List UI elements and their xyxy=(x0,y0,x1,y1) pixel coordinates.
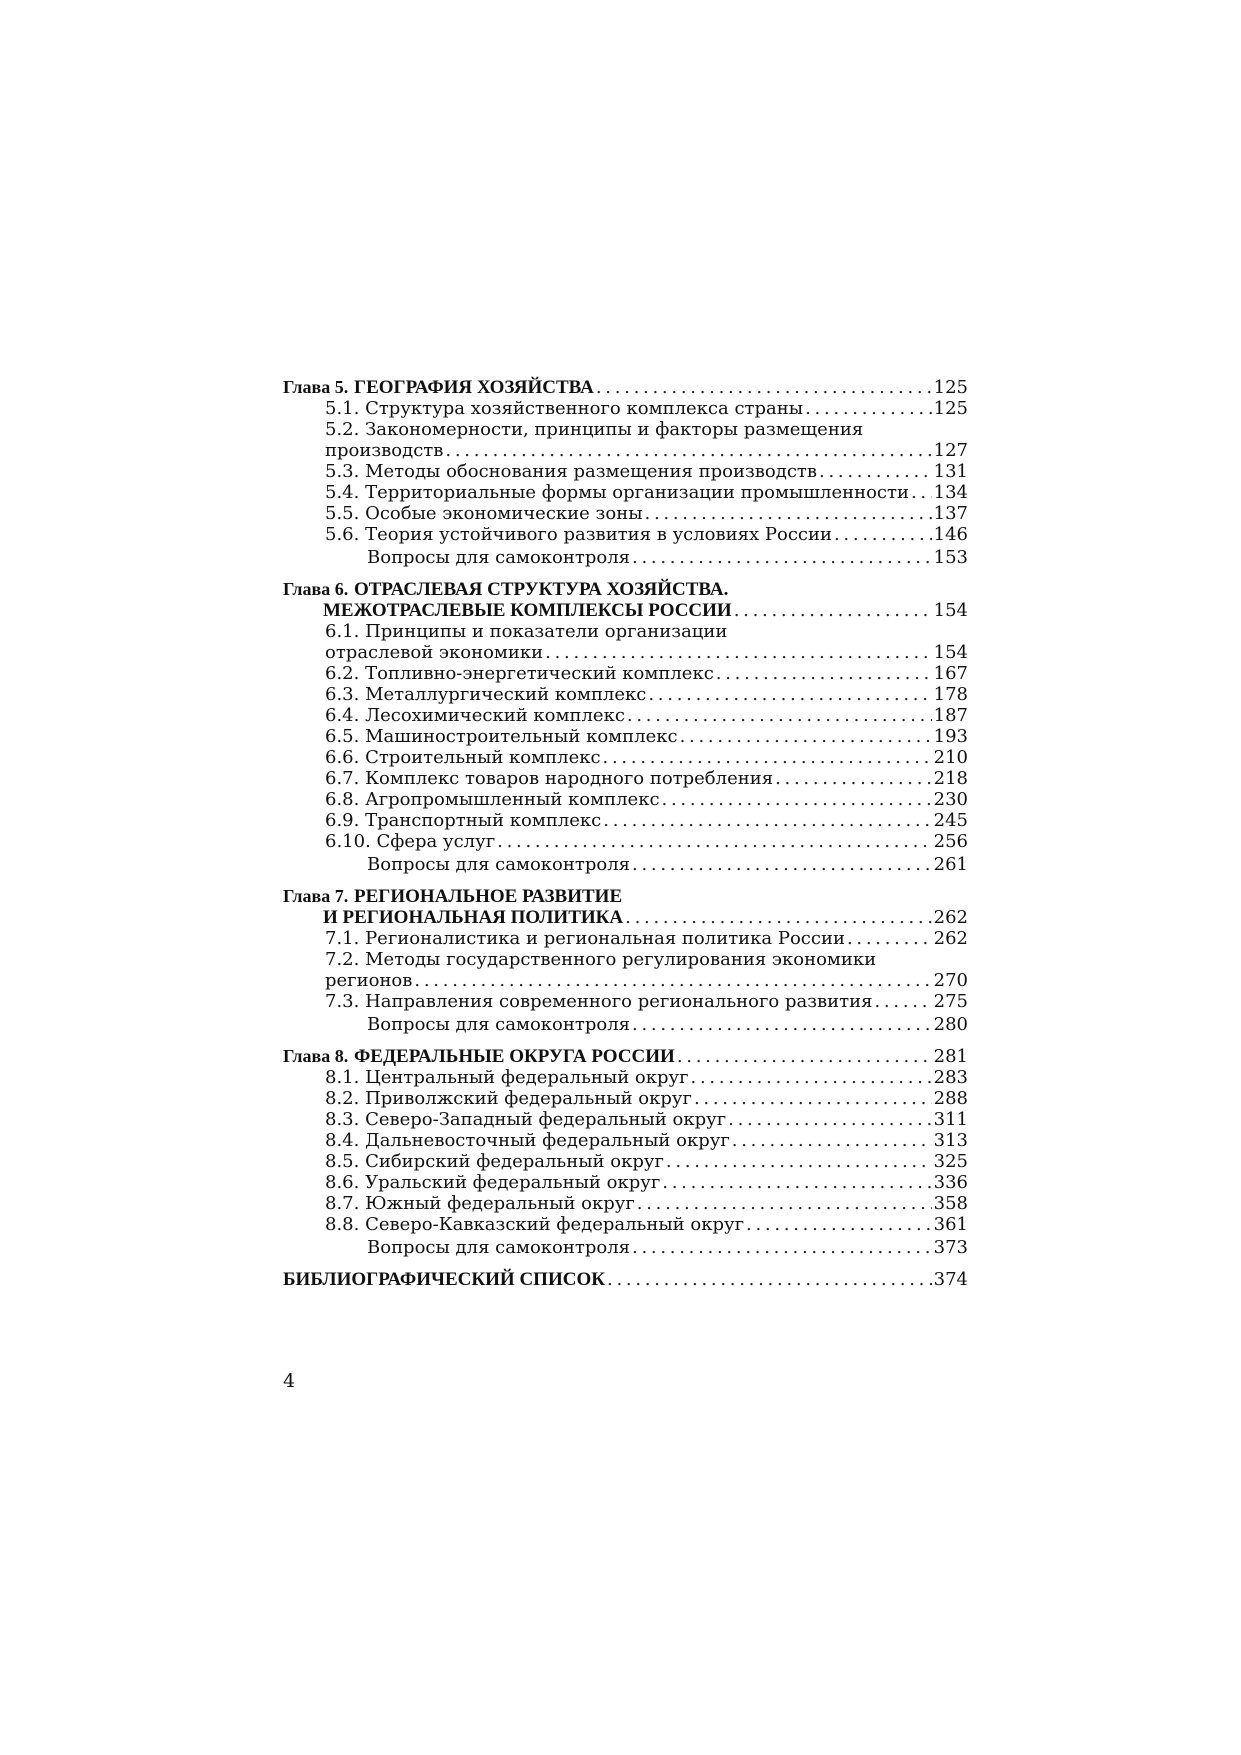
section-entry xyxy=(283,831,968,852)
section-entry xyxy=(283,1151,968,1172)
questions-entry-text xyxy=(367,1014,630,1035)
section-entry xyxy=(283,1109,968,1130)
questions-label: Вопросы для самоконтроля xyxy=(367,1014,630,1035)
chapter-heading-text xyxy=(323,600,732,621)
section-title: 5.6. Теория устойчивого развития в условиях России xyxy=(325,524,832,545)
section-entry xyxy=(283,642,968,663)
chapter-heading xyxy=(283,600,968,621)
chapter-prefix: Глава 6. xyxy=(283,579,349,599)
section-entry-text xyxy=(325,503,643,524)
chapter-title: И РЕГИОНАЛЬНАЯ ПОЛИТИКА xyxy=(323,907,624,928)
page-ref: 275 xyxy=(933,991,968,1012)
section-entry xyxy=(283,810,968,831)
dot-leader xyxy=(734,600,932,621)
dot-leader xyxy=(847,928,932,949)
section-entry-text xyxy=(325,663,714,684)
section-entry xyxy=(283,621,968,642)
dot-leader xyxy=(632,1237,932,1258)
section-entry-text xyxy=(325,1109,726,1130)
dot-leader xyxy=(627,705,932,726)
chapter-title: ФЕДЕРАЛЬНЫЕ ОКРУГА РОССИИ xyxy=(353,1046,675,1067)
section-title: 8.8. Северо-Кавказский федеральный округ xyxy=(325,1214,745,1235)
section-title: 6.8. Агропромышленный комплекс xyxy=(325,789,660,810)
section-entry xyxy=(283,461,968,482)
page-ref: 313 xyxy=(933,1130,968,1151)
dot-leader xyxy=(691,1067,932,1088)
chapter-prefix: Глава 8. xyxy=(283,1046,349,1066)
chapter-title: ОТРАСЛЕВАЯ СТРУКТУРА ХОЗЯЙСТВА. xyxy=(353,579,729,600)
questions-entry xyxy=(283,854,968,875)
dot-leader xyxy=(834,524,932,545)
section-entry xyxy=(283,747,968,768)
page-ref: 131 xyxy=(933,461,968,482)
section-entry-text xyxy=(325,1151,664,1172)
page-number: 4 xyxy=(283,1370,296,1392)
chapter-title: ГЕОГРАФИЯ ХОЗЯЙСТВА xyxy=(353,377,594,398)
dot-leader xyxy=(805,398,932,419)
dot-leader xyxy=(603,810,931,831)
section-entry xyxy=(283,524,968,545)
chapter-heading-text xyxy=(323,907,623,928)
section-entry xyxy=(283,1193,968,1214)
section-entry xyxy=(283,1214,968,1235)
dot-leader xyxy=(632,854,932,875)
section-entry-text xyxy=(325,419,863,440)
section-entry xyxy=(283,440,968,461)
section-title: 8.6. Уральский федеральный округ xyxy=(325,1172,661,1193)
section-title: 5.5. Особые экономические зоны xyxy=(325,503,643,524)
page-ref: 374 xyxy=(933,1269,968,1290)
page-ref: 210 xyxy=(933,747,968,768)
section-entry-text xyxy=(325,747,601,768)
section-entry xyxy=(283,482,968,503)
section-title: производств xyxy=(325,440,444,461)
dot-leader xyxy=(694,1088,932,1109)
chapter-prefix: Глава 7. xyxy=(283,886,349,906)
questions-label: Вопросы для самоконтроля xyxy=(367,1237,630,1258)
section-title: 8.2. Приволжский федеральный округ xyxy=(325,1088,692,1109)
section-title: отраслевой экономики xyxy=(325,642,544,663)
page-ref: 358 xyxy=(933,1193,968,1214)
section-title: 8.7. Южный федеральный округ xyxy=(325,1193,635,1214)
dot-leader xyxy=(732,1130,932,1151)
dot-leader xyxy=(445,440,931,461)
chapter-block xyxy=(283,886,968,1035)
section-entry-text xyxy=(325,970,412,991)
page-ref: 245 xyxy=(933,810,968,831)
page-ref: 261 xyxy=(933,854,968,875)
section-entry-text xyxy=(325,949,876,970)
page-ref: 336 xyxy=(933,1172,968,1193)
page-ref: 262 xyxy=(933,928,968,949)
bibliography-entry-text xyxy=(283,1269,605,1290)
dot-leader xyxy=(716,663,932,684)
dot-leader xyxy=(648,684,931,705)
section-entry-text xyxy=(325,1067,689,1088)
section-title: 6.4. Лесохимический комплекс xyxy=(325,705,625,726)
dot-leader xyxy=(637,1193,932,1214)
dot-leader xyxy=(662,789,932,810)
section-entry xyxy=(283,768,968,789)
section-entry-text xyxy=(325,398,803,419)
dot-leader xyxy=(775,768,932,789)
dot-leader xyxy=(728,1109,931,1130)
dot-leader xyxy=(596,377,932,398)
page-ref: 137 xyxy=(933,503,968,524)
questions-entry-text xyxy=(367,1237,630,1258)
page-ref: 125 xyxy=(933,398,968,419)
section-entry xyxy=(283,1088,968,1109)
section-title: 5.2. Закономерности, принципы и факторы размещения xyxy=(325,419,864,440)
dot-leader xyxy=(819,461,932,482)
section-title: 7.2. Методы государственного регулирования экономики xyxy=(325,949,877,970)
section-title: 6.6. Строительный комплекс xyxy=(325,747,601,768)
section-entry xyxy=(283,949,968,970)
page-ref: 256 xyxy=(933,831,968,852)
section-entry-text xyxy=(325,642,543,663)
section-entry xyxy=(283,1130,968,1151)
dot-leader xyxy=(632,1014,932,1035)
chapter-heading xyxy=(283,1046,968,1067)
section-entry xyxy=(283,1172,968,1193)
section-entry-text xyxy=(325,621,727,642)
dot-leader xyxy=(874,991,931,1012)
section-title: 7.1. Регионалистика и региональная политика России xyxy=(325,928,845,949)
page-ref: 283 xyxy=(933,1067,968,1088)
section-entry-text xyxy=(325,461,817,482)
section-entry xyxy=(283,1067,968,1088)
page-ref: 230 xyxy=(933,789,968,810)
page-ref: 127 xyxy=(933,440,968,461)
bibliography-entry xyxy=(283,1269,968,1290)
chapter-heading-text xyxy=(283,886,622,907)
page-ref: 311 xyxy=(933,1109,968,1130)
chapter-heading-text xyxy=(283,1046,675,1067)
section-entry-text xyxy=(325,1172,660,1193)
page-ref: 178 xyxy=(933,684,968,705)
page-ref: 153 xyxy=(933,547,968,568)
questions-entry xyxy=(283,1237,968,1258)
section-entry xyxy=(283,928,968,949)
page-ref: 125 xyxy=(933,377,968,398)
chapter-title: МЕЖОТРАСЛЕВЫЕ КОМПЛЕКСЫ РОССИИ xyxy=(323,600,732,621)
section-entry-text xyxy=(325,789,660,810)
section-title: 8.3. Северо-Западный федеральный округ xyxy=(325,1109,727,1130)
dot-leader xyxy=(645,503,932,524)
chapter-heading-text xyxy=(283,579,728,600)
questions-entry xyxy=(283,1014,968,1035)
section-entry-text xyxy=(325,991,872,1012)
dot-leader xyxy=(677,1046,932,1067)
section-entry-text xyxy=(325,1193,635,1214)
questions-entry-text xyxy=(367,547,630,568)
section-entry-text xyxy=(325,928,845,949)
section-entry-text xyxy=(325,768,773,789)
page-ref: 280 xyxy=(933,1014,968,1035)
section-title: 8.1. Центральный федеральный округ xyxy=(325,1067,689,1088)
page-ref: 270 xyxy=(933,970,968,991)
section-entry xyxy=(283,705,968,726)
section-entry-text xyxy=(325,684,646,705)
dot-leader xyxy=(497,831,932,852)
section-entry xyxy=(283,398,968,419)
section-entry-text xyxy=(325,1214,744,1235)
page-ref: 193 xyxy=(933,726,968,747)
section-title: 6.2. Топливно-энергетический комплекс xyxy=(325,663,714,684)
chapter-block xyxy=(283,377,968,568)
chapter-heading xyxy=(283,907,968,928)
section-title: 6.9. Транспортный комплекс xyxy=(325,810,602,831)
page-ref: 262 xyxy=(933,907,968,928)
chapter-block xyxy=(283,1046,968,1258)
dot-leader xyxy=(545,642,931,663)
section-title: 7.3. Направления современного регионального развития xyxy=(325,991,873,1012)
page-ref: 325 xyxy=(933,1151,968,1172)
page-ref: 187 xyxy=(933,705,968,726)
chapter-heading xyxy=(283,377,968,398)
chapter-heading xyxy=(283,886,968,907)
section-entry xyxy=(283,726,968,747)
questions-label: Вопросы для самоконтроля xyxy=(367,854,630,875)
dot-leader xyxy=(746,1214,932,1235)
section-entry-text xyxy=(325,440,443,461)
section-title: 5.3. Методы обоснования размещения производств xyxy=(325,461,818,482)
chapter-heading xyxy=(283,579,968,600)
dot-leader xyxy=(625,907,932,928)
page-ref: 218 xyxy=(933,768,968,789)
section-entry-text xyxy=(325,1088,692,1109)
section-entry-text xyxy=(325,482,909,503)
dot-leader xyxy=(911,482,932,503)
dot-leader xyxy=(662,1172,931,1193)
section-title: 8.4. Дальневосточный федеральный округ xyxy=(325,1130,730,1151)
chapter-block xyxy=(283,579,968,875)
section-entry xyxy=(283,503,968,524)
page-ref: 361 xyxy=(933,1214,968,1235)
dot-leader xyxy=(666,1151,932,1172)
page-ref: 146 xyxy=(933,524,968,545)
section-entry-text xyxy=(325,831,495,852)
section-entry xyxy=(283,419,968,440)
chapter-title: РЕГИОНАЛЬНОЕ РАЗВИТИЕ xyxy=(353,886,623,907)
section-title: 6.5. Машиностроительный комплекс xyxy=(325,726,678,747)
section-entry-text xyxy=(325,705,625,726)
page-ref: 373 xyxy=(933,1237,968,1258)
dot-leader xyxy=(603,747,932,768)
section-entry-text xyxy=(325,810,601,831)
section-title: 5.1. Структура хозяйственного комплекса страны xyxy=(325,398,804,419)
questions-entry xyxy=(283,547,968,568)
section-entry xyxy=(283,684,968,705)
dot-leader xyxy=(607,1269,932,1290)
section-title: 6.3. Металлургический комплекс xyxy=(325,684,647,705)
page-ref: 281 xyxy=(933,1046,968,1067)
dot-leader xyxy=(414,970,931,991)
section-entry-text xyxy=(325,726,678,747)
page-ref: 134 xyxy=(933,482,968,503)
section-entry xyxy=(283,663,968,684)
section-entry xyxy=(283,970,968,991)
section-title: 6.7. Комплекс товаров народного потребления xyxy=(325,768,774,789)
dot-leader xyxy=(680,726,932,747)
chapter-heading-text xyxy=(283,377,594,398)
section-title: 5.4. Территориальные формы организации промышленности xyxy=(325,482,909,503)
section-title: 6.1. Принципы и показатели организации xyxy=(325,621,728,642)
page-ref: 154 xyxy=(933,642,968,663)
page-ref: 167 xyxy=(933,663,968,684)
page-ref: 288 xyxy=(933,1088,968,1109)
section-title: 6.10. Сфера услуг xyxy=(325,831,496,852)
questions-label: Вопросы для самоконтроля xyxy=(367,547,630,568)
page-ref: 154 xyxy=(933,600,968,621)
section-entry-text xyxy=(325,1130,730,1151)
table-of-contents xyxy=(283,377,968,1290)
section-entry xyxy=(283,991,968,1012)
bibliography-label: БИБЛИОГРАФИЧЕСКИЙ СПИСОК xyxy=(283,1269,606,1290)
section-entry-text xyxy=(325,524,832,545)
dot-leader xyxy=(632,547,932,568)
section-entry xyxy=(283,789,968,810)
questions-entry-text xyxy=(367,854,630,875)
chapter-prefix: Глава 5. xyxy=(283,377,349,397)
section-title: 8.5. Сибирский федеральный округ xyxy=(325,1151,664,1172)
section-title: регионов xyxy=(325,970,413,991)
